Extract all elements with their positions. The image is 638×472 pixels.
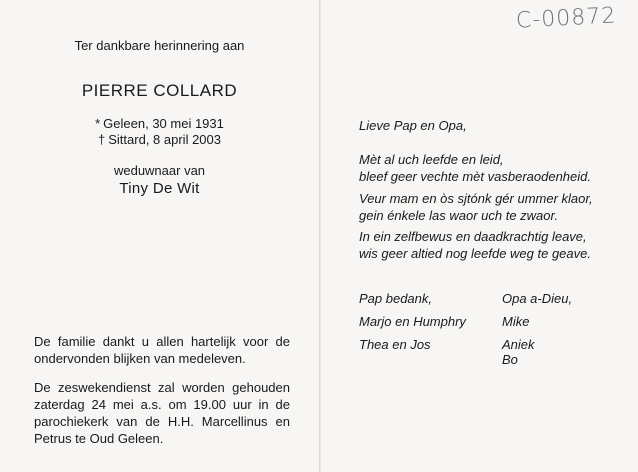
poem-line: Mèt al uch leefde en leid, (359, 152, 504, 167)
signoff-line: Opa a-Dieu, (502, 291, 573, 306)
poem-line: bleef geer vechte mèt vasberaodenheid. (359, 169, 591, 184)
death-date: Sittard, 8 april 2003 (108, 132, 221, 147)
poem-salutation: Lieve Pap en Opa, (359, 118, 467, 133)
birth-date: Geleen, 30 mei 1931 (103, 116, 224, 131)
thanks-paragraph: De familie dankt u allen hartelijk voor de ondervonden blijken van medeleven. (34, 334, 290, 366)
signoff-line: Bo (502, 352, 518, 367)
poem-stanza (359, 190, 593, 224)
death-line (0, 132, 319, 147)
signoff-line: Mike (502, 314, 530, 329)
birth-star-icon: * (95, 116, 101, 131)
poem-line: In ein zelfbewus en daadkrachtig leave, (359, 229, 587, 244)
deceased-name: PIERRE COLLARD (81, 81, 238, 100)
widower-label: weduwnaar van (113, 163, 206, 178)
death-cross-icon: † (98, 132, 106, 147)
signoff-line: Pap bedank, (359, 291, 433, 306)
handwritten-archive-number: C-00872 (515, 3, 617, 34)
signoff-line: Aniek (502, 337, 535, 352)
service-paragraph: De zeswekendienst zal worden gehouden zaterdag 24 mei a.s. om 19.00 uur in de parochiekerk van de H.H. Marcellinus en Petrus te Oud Geleen. (34, 380, 290, 446)
poem-line: Veur mam en òs sjtónk gér ummer klaor, (359, 191, 593, 206)
poem-line: wis geer altied nog leefde weg te geave. (359, 246, 591, 261)
poem-stanza (359, 228, 591, 262)
signoff-line: Marjo en Humphry (359, 314, 466, 329)
poem-stanza (359, 151, 591, 185)
spouse-name: Tiny De Wit (119, 180, 200, 197)
intro-text: Ter dankbare herinnering aan (74, 38, 245, 53)
right-page (321, 0, 638, 472)
signoff-line: Thea en Jos (359, 337, 431, 352)
birth-line (0, 116, 319, 131)
poem-line: gein énkele las waor uch te zwaor. (359, 208, 558, 223)
